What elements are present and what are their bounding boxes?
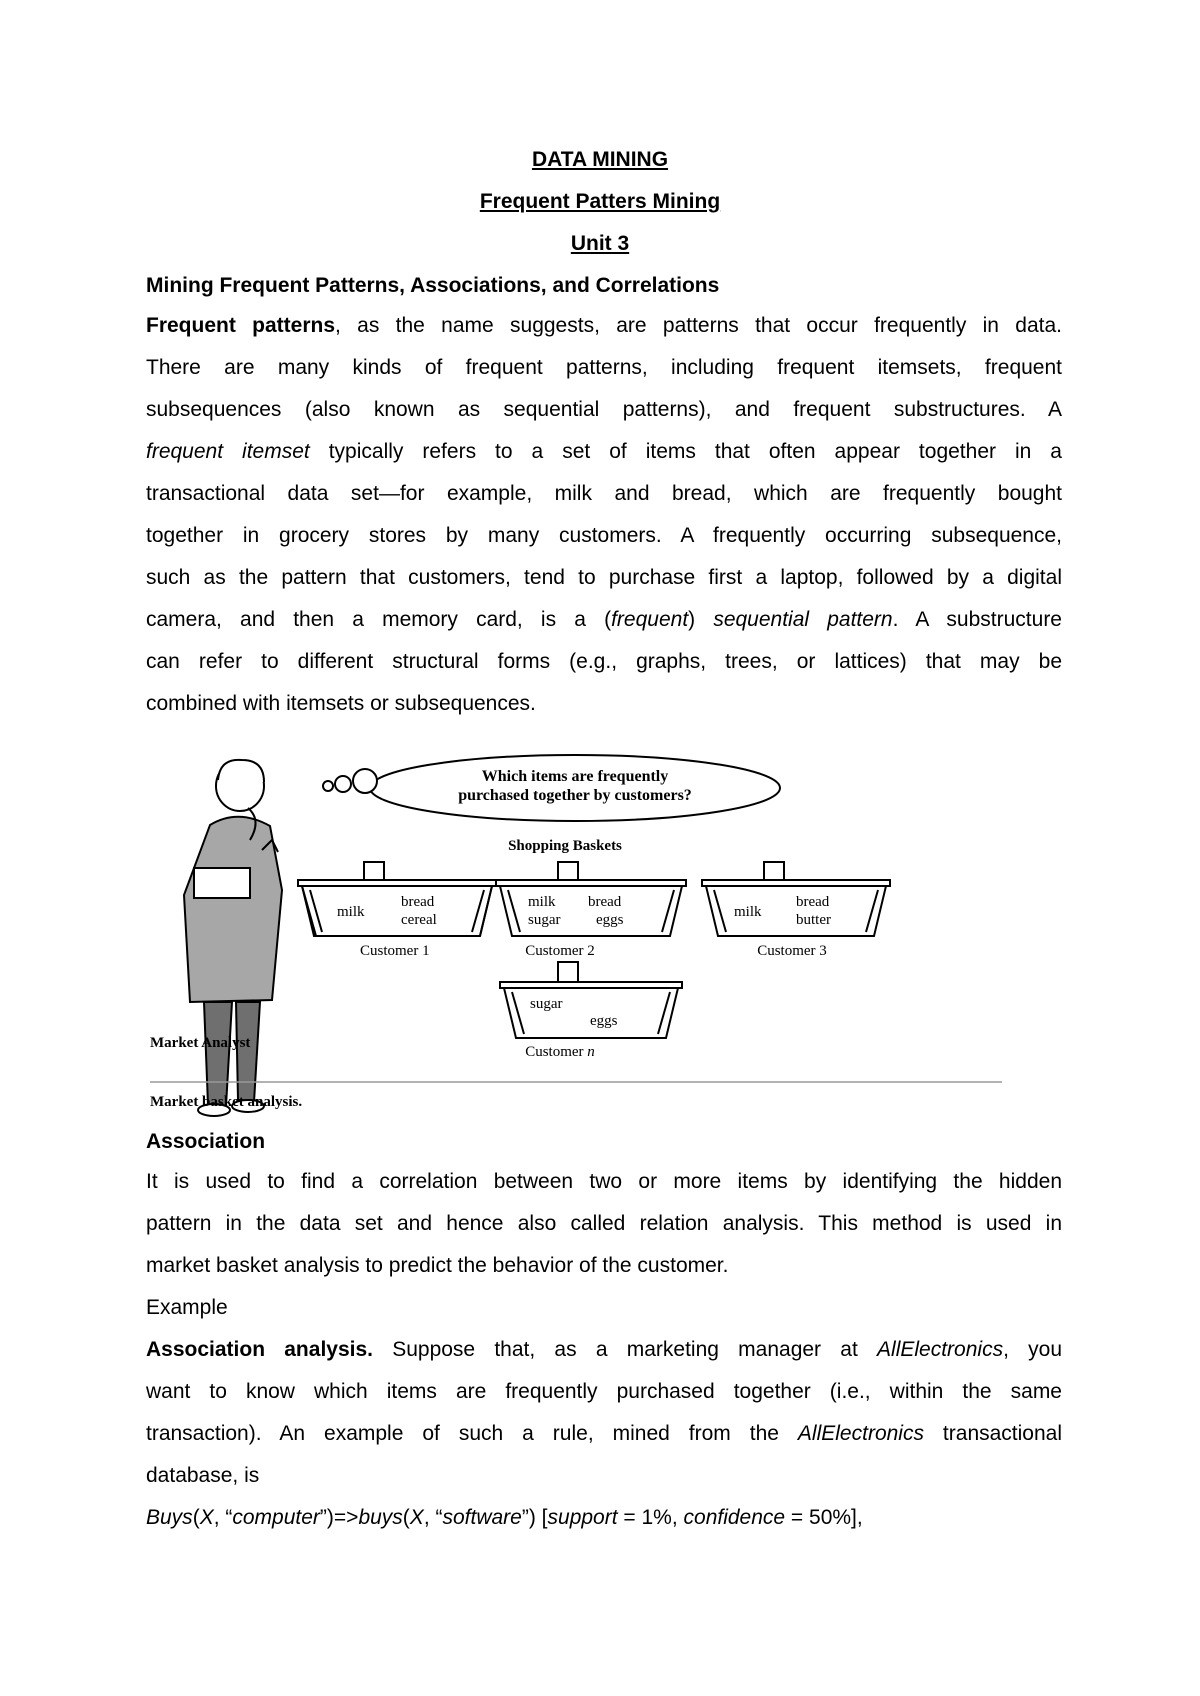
para-line: such as the pattern that customers, tend to purchase first a laptop, followed by a digital	[146, 566, 1062, 589]
para-line: want to know which items are frequently purchased together (i.e., within the same	[146, 1380, 1062, 1403]
thought-text-line: Which items are frequently	[481, 768, 669, 785]
paragraph-association	[146, 1161, 1062, 1539]
basket-item: milk	[337, 904, 365, 920]
para-line: pattern in the data set and hence also called relation analysis. This method is used in	[146, 1212, 1062, 1235]
para-line: camera, and then a memory card, is a (frequent) sequential pattern. A substructure	[146, 608, 1062, 631]
para-line: transactional data set—for example, milk and bread, which are frequently bought	[146, 482, 1062, 505]
para-line: subsequences (also known as sequential patterns), and frequent substructures. A	[146, 398, 1062, 421]
para-line: transaction). An example of such a rule, mined from the AllElectronics transactional	[146, 1422, 1063, 1445]
unit-label: Unit 3	[570, 232, 630, 255]
basket-label: Customer n	[525, 1044, 595, 1060]
doc-title: DATA MINING	[531, 148, 669, 171]
market-basket-figure	[150, 740, 1010, 1120]
basket-label: Customer 2	[525, 943, 595, 959]
section-heading-frequent-patterns: Mining Frequent Patterns, Associations, and Correlations	[146, 274, 720, 297]
para-line: database, is	[146, 1464, 260, 1487]
para-line: together in grocery stores by many customers. A frequently occurring subsequence,	[146, 524, 1062, 547]
basket-item: eggs	[596, 912, 624, 928]
thought-dot	[335, 776, 351, 792]
market-analyst-figure	[184, 760, 282, 1116]
basket-item: bread	[401, 894, 435, 910]
para-line: Association analysis. Suppose that, as a marketing manager at AllElectronics, you	[146, 1338, 1062, 1361]
para-line: Frequent patterns, as the name suggests, are patterns that occur frequently in data.	[146, 314, 1063, 337]
para-line: There are many kinds of frequent patterns, including frequent itemsets, frequent	[146, 356, 1062, 379]
para-line: market basket analysis to predict the behavior of the customer.	[146, 1254, 729, 1277]
basket-label: Customer 1	[360, 943, 430, 959]
para-line: frequent itemset typically refers to a set of items that often appear together in a	[146, 440, 1062, 463]
doc-subtitle: Frequent Patters Mining	[479, 190, 721, 213]
section-heading-association: Association	[146, 1130, 266, 1153]
thought-dot	[353, 769, 377, 793]
para-line: It is used to find a correlation between two or more items by identifying the hidden	[146, 1170, 1062, 1193]
analyst-label: Market Analyst	[150, 1035, 251, 1051]
basket-item: milk	[734, 904, 762, 920]
basket-item: milk	[528, 894, 556, 910]
basket-item: cereal	[401, 912, 437, 928]
shopping-baskets-label: Shopping Baskets	[508, 838, 622, 854]
basket-customer-1	[298, 862, 496, 936]
basket-item: sugar	[530, 996, 563, 1012]
basket-item: sugar	[528, 912, 561, 928]
basket-item: bread	[588, 894, 622, 910]
association-rule: Buys(X, “computer”)=>buys(X, “software”) [support = 1%, confidence = 50%],	[146, 1506, 863, 1529]
paragraph-frequent-patterns	[146, 305, 1062, 725]
basket-item: bread	[796, 894, 830, 910]
figure-caption: Market basket analysis.	[150, 1094, 303, 1110]
thought-dot	[323, 781, 333, 791]
basket-item: eggs	[590, 1013, 618, 1029]
para-line: combined with itemsets or subsequences.	[146, 692, 536, 715]
example-label: Example	[146, 1296, 228, 1319]
thought-text-line: purchased together by customers?	[458, 787, 692, 804]
basket-item: butter	[796, 912, 831, 928]
para-line: can refer to different structural forms (e.g., graphs, trees, or lattices) that may be	[146, 650, 1062, 673]
basket-label: Customer 3	[757, 943, 827, 959]
